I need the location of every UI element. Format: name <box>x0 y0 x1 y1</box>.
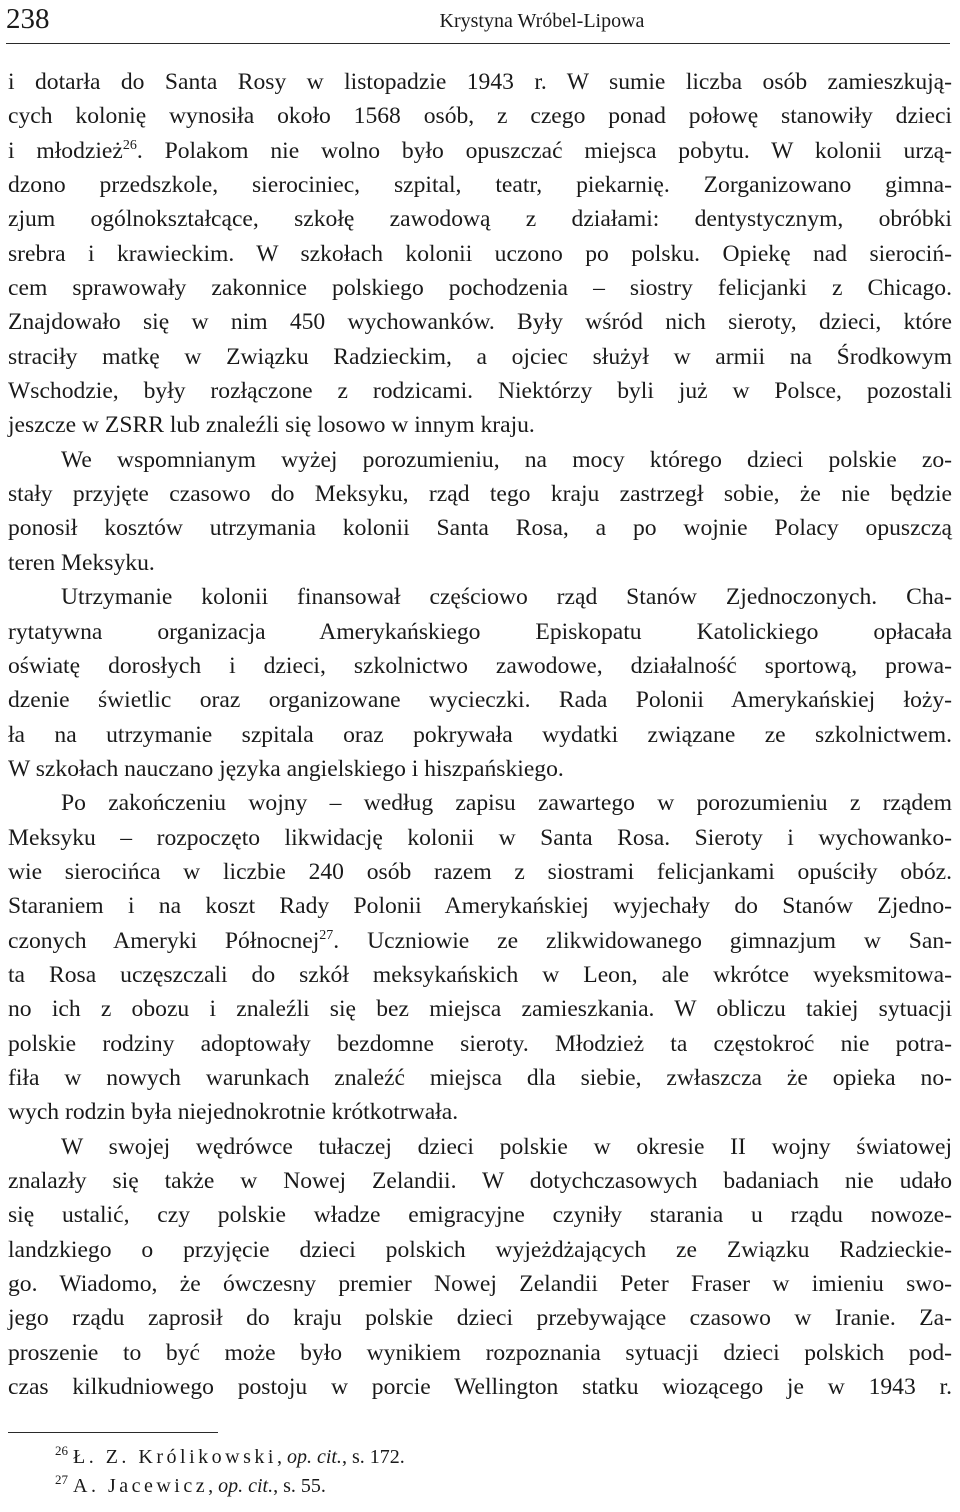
text-line: wie sierocińca w liczbie 240 osób razem z siostrami felicjankami opuściły obóz. <box>8 858 952 885</box>
text-line: Po zakończeniu wojny – według zapisu zawartego w porozumieniu z rządem <box>61 790 952 817</box>
text-line: landzkiego o przyjęcie dzieci polskich wyjeżdżających ze Związku Radzieckie- <box>8 1236 952 1263</box>
text-line: straciły matkę w Związku Radzieckim, a ojciec służył w armii na Środkowym <box>8 343 952 370</box>
body-text <box>8 65 952 1404</box>
text-line: ta Rosa uczęszczali do szkół meksykańskich w Leon, ale wkrótce wyeksmitowa- <box>8 961 952 988</box>
footnote: $^{27}$ A. Jacewicz, op. cit., s. 55. <box>55 1472 326 1497</box>
text-line: cych kolonię wynosiła około 1568 osób, z czego ponad połowę stanowiły dzieci <box>8 103 952 130</box>
page-number: 238 <box>6 3 50 35</box>
text-line: cem sprawowały zakonnice polskiego pochodzenia – siostry felicjanki z Chicago. <box>8 275 952 302</box>
running-title: Krystyna Wróbel-Lipowa <box>439 10 645 32</box>
text-line: go. Wiadomo, że ówczesny premier Nowej Zelandii Peter Fraser w imieniu swo- <box>8 1271 952 1298</box>
footnote-number: 27 <box>55 1472 68 1487</box>
footnote-rule <box>8 1432 218 1433</box>
text-line: srebra i krawieckim. W szkołach kolonii uczono po polsku. Opiekę nad sierociń- <box>8 240 952 267</box>
text-line: Staraniem i na koszt Rady Polonii Amerykańskiej wyjechały do Stanów Zjedno- <box>8 893 952 920</box>
footnote-author: Ł. Z. Królikowski <box>73 1446 277 1468</box>
text-line: ponosił kosztów utrzymania kolonii Santa Rosa, a po wojnie Polacy opuszczą <box>8 515 952 542</box>
text-line: teren Meksyku. <box>8 549 155 576</box>
text-line: czonych Ameryki Północnej$^{27}$. Uczniowie ze zlikwidowanego gimnazjum w San- <box>8 927 952 954</box>
text-line: Meksyku – rozpoczęto likwidację kolonii w Santa Rosa. Sieroty i wychowanko- <box>8 824 952 851</box>
text-line: ła na utrzymanie szpitala oraz pokrywała wydatki związane ze szkolnictwem. <box>8 721 952 748</box>
text-line: jeszcze w ZSRR lub znaleźli się losowo w innym kraju. <box>8 412 535 439</box>
footnote-reference: 26 <box>122 137 137 153</box>
running-head <box>6 2 948 38</box>
text-line: znalazły się także w Nowej Zelandii. W dotychczasowych badaniach nie udało <box>8 1168 952 1194</box>
header-rule <box>6 43 950 44</box>
text-line: i młodzież$^{26}$. Polakom nie wolno było opuszczać miejsca pobytu. W kolonii urzą- <box>8 137 952 164</box>
footnote-number: 26 <box>55 1443 68 1458</box>
footnote-reference: 27 <box>319 927 334 943</box>
text-line: Znajdowało się w nim 450 wychowanków. Były wśród nich sieroty, dzieci, które <box>8 309 952 336</box>
footnote: $^{26}$ Ł. Z. Królikowski, op. cit., s. 172. <box>55 1443 405 1468</box>
text-line: W swojej wędrówce tułaczej dzieci polskie w okresie II wojny światowej <box>61 1133 952 1160</box>
text-line: polskie rodziny adoptowały bezdomne sieroty. Młodzież ta częstokroć nie potra- <box>8 1030 952 1057</box>
text-line: i dotarła do Santa Rosy w listopadzie 1943 r. W sumie liczba osób zamieszkują- <box>8 69 952 95</box>
text-line: We wspomnianym wyżej porozumieniu, na mocy którego dzieci polskie zo- <box>61 446 952 473</box>
text-line: jego rządu zaprosił do kraju polskie dzieci przebywające czasowo w Iranie. Za- <box>8 1305 952 1332</box>
text-line: W szkołach nauczano języka angielskiego i hiszpańskiego. <box>8 755 564 782</box>
text-line: Utrzymanie kolonii finansował częściowo rząd Stanów Zjednoczonych. Cha- <box>61 584 952 611</box>
text-line: czas kilkudniowego postoju w porcie Wellington statku wiozącego je w 1943 r. <box>8 1374 952 1401</box>
text-line: proszenie to być może było wynikiem rozpoznania sytuacji dzieci polskich pod- <box>8 1339 952 1366</box>
text-line: stały przyjęte czasowo do Meksyku, rząd tego kraju zastrzegł sobie, że nie będzie <box>8 481 952 508</box>
text-line: się ustalić, czy polskie władze emigracyjne czyniły starania u rządu nowoze- <box>8 1202 952 1229</box>
text-line: wych rodzin była niejednokrotnie krótkotrwała. <box>8 1099 459 1126</box>
footnotes <box>55 1443 655 1501</box>
text-line: dzenie świetlic oraz organizowane wycieczki. Rada Polonii Amerykańskiej łoży- <box>8 687 952 714</box>
footnote-author: A. Jacewicz <box>73 1475 209 1497</box>
text-line: fiła w nowych warunkach znaleźć miejsca dla siebie, zwłaszcza że opieka no- <box>8 1064 952 1091</box>
text-line: no ich z obozu i znaleźli się bez miejsca zamieszkania. W obliczu takiej sytuacji <box>8 996 952 1023</box>
text-line: zjum ogólnokształcące, szkołę zawodową z działami: dentystycznym, obróbki <box>8 206 952 233</box>
text-line: rytatywna organizacja Amerykańskiego Episkopatu Katolickiego opłacała <box>8 618 952 645</box>
text-line: oświatę dorosłych i dzieci, szkolnictwo zawodowe, działalność sportową, prowa- <box>8 652 952 679</box>
text-line: Wschodzie, były rozłączone z rodzicami. Niektórzy byli już w Polsce, pozostali <box>8 378 952 405</box>
text-line: dzono przedszkole, sierociniec, szpital, teatr, piekarnię. Zorganizowano gimna- <box>8 172 952 199</box>
